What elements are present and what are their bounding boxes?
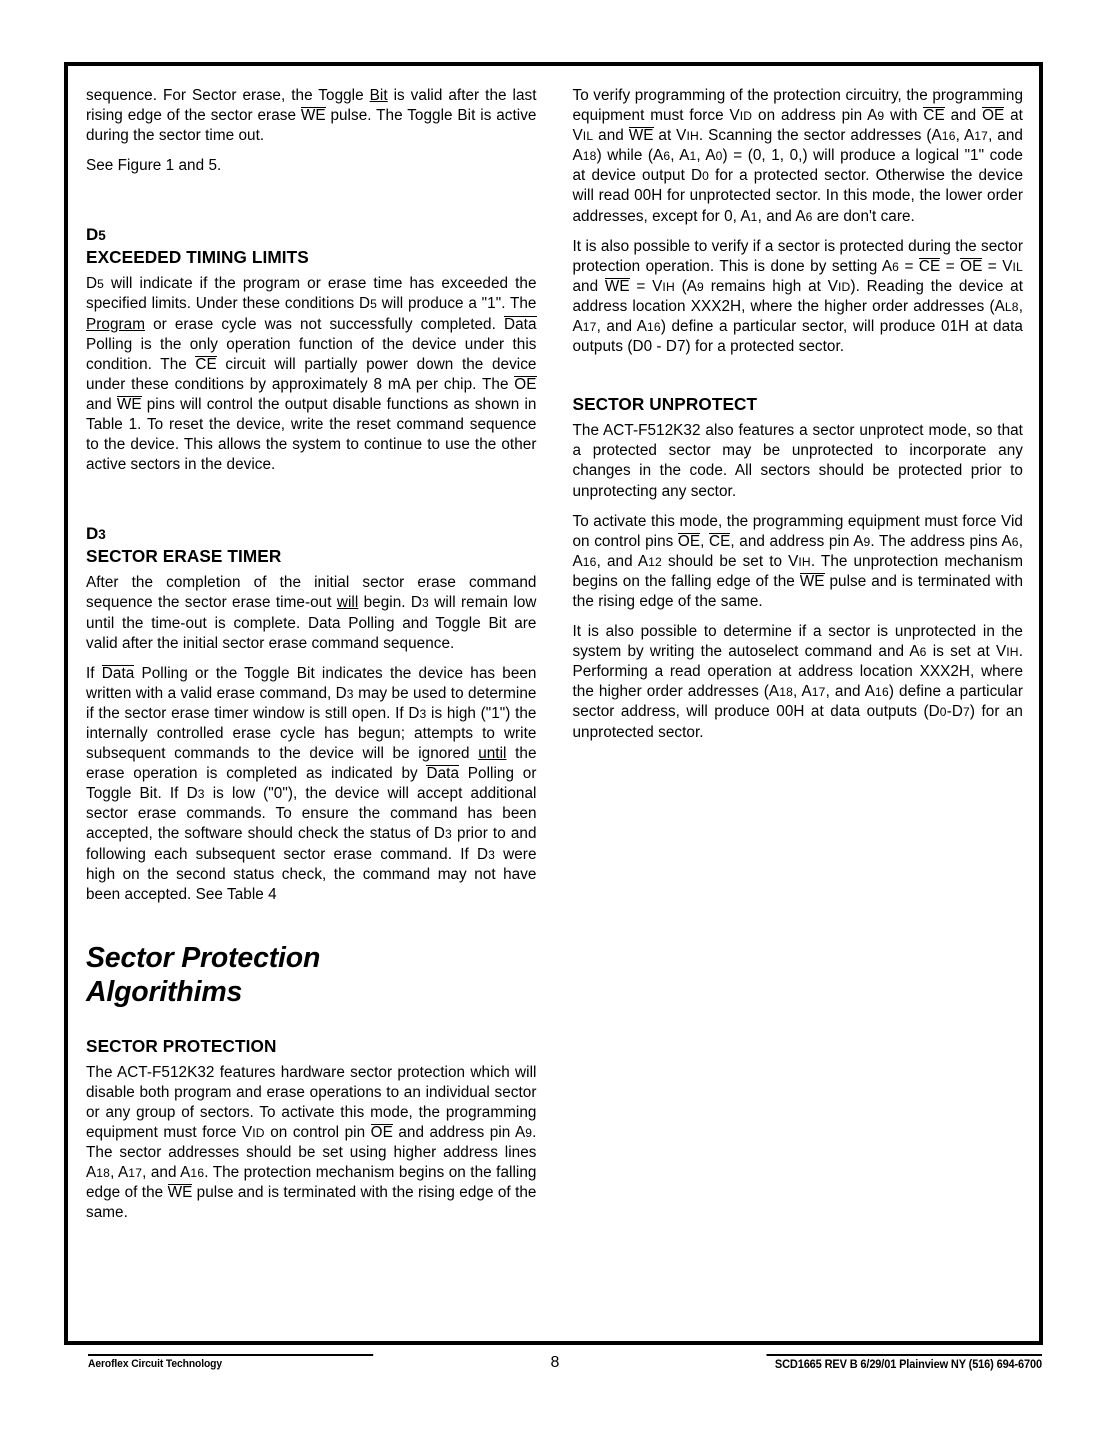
text-run: . Performing a read operation at address location XXX2H, where the higher order addresses (A [572, 643, 1023, 701]
subscript: 18 [582, 149, 597, 164]
text-run: , A [572, 532, 1023, 570]
subscript: 8 [1011, 299, 1019, 314]
subscript-vid: ID [252, 1126, 265, 1141]
signal-we-overline: WE [799, 572, 825, 590]
text-run: circuit will partially power down the device under these conditions by approximately 8 mA per chip. The [86, 355, 537, 393]
title-line-1: Sector Protection [86, 941, 321, 974]
subscript: 6 [805, 209, 813, 224]
section-title-sector-protection-algorithims [86, 941, 537, 1009]
text-run: ) while (A [596, 147, 664, 165]
subscript: 16 [190, 1166, 205, 1181]
text-run: Polling or Toggle Bit. If D [86, 765, 537, 803]
paragraph-unprotect-intro: The ACT-F512K32 also features a sector unprotect mode, so that a protected sector may be unprotected to incorporate any changes in the code. All sectors should be protected prior to unprotecting any sector. [572, 422, 1023, 500]
subscript: 7 [962, 705, 970, 720]
signal-data-overline: Data [503, 315, 537, 333]
text-run: , and A [596, 318, 647, 336]
heading-sector-protection: SECTOR PROTECTION [86, 1035, 277, 1056]
paragraph-verify-during-protection [573, 237, 1024, 358]
text-run: To activate this mode, the programming equipment must force Vid on control pins [572, 512, 1023, 550]
signal-we-overline: WE [167, 1184, 193, 1202]
text-run: , A [110, 1164, 129, 1182]
signal-ce-overline: CE [195, 355, 217, 373]
text-run: on control pin [264, 1124, 371, 1142]
text-run: pulse and is terminated with the rising edge of the same. [86, 1184, 537, 1222]
text-run: will remain low until the time-out is complete. Data Polling and Toggle Bit are valid after the initial sector erase command sequence. [86, 594, 537, 652]
text-run: D [86, 275, 98, 293]
subscript: 12 [648, 554, 662, 569]
title-line-2: Algorithims [86, 975, 243, 1008]
text-run: remains high at V [703, 277, 838, 295]
text-run: may be used to determine if the sector erase timer window is still open. If D [86, 684, 537, 722]
text-run: , and A [572, 127, 1023, 165]
text-run: . Scanning the sector addresses (A [698, 127, 942, 145]
text-run: and [86, 395, 117, 413]
paragraph-verify-programming [573, 86, 1024, 227]
text-run: = [940, 257, 961, 275]
text-run: Polling or the Toggle Bit indicates the device has been written with a valid erase command, D [86, 664, 537, 702]
text-run: on address pin A [752, 107, 878, 125]
text-run: sequence. For Sector erase, the Toggle [86, 87, 370, 104]
subscript: 0 [702, 169, 709, 184]
text-run: Polling is the only operation function of the device under this condition. The [86, 335, 537, 373]
paragraph-unprotect-determine [573, 622, 1024, 743]
subscript: 9 [525, 1126, 533, 1141]
subscript: 3 [197, 787, 205, 802]
subscript: 16 [941, 129, 956, 144]
text-run: , and A [825, 683, 876, 701]
subscript-vih: IH [662, 279, 675, 294]
subscript: 17 [811, 685, 826, 700]
subscript: 3 [346, 686, 354, 701]
text-run: . The address pins A [870, 532, 1012, 550]
vertical-gap [86, 915, 537, 941]
text-run: , A [793, 683, 812, 701]
signal-oe-overline: OE [514, 375, 537, 393]
subscript: 3 [422, 596, 429, 611]
text-run: at V [572, 107, 1023, 145]
text-run: See Figure 1 and 5. [86, 157, 222, 175]
vertical-gap [573, 367, 1024, 393]
heading-sector-unprotect: SECTOR UNPROTECT [572, 394, 758, 415]
subscript: 17 [582, 320, 597, 335]
heading-exceeded-timing-limits: EXCEEDED TIMING LIMITS [86, 247, 309, 268]
subscript: 0 [715, 149, 723, 164]
subscript-vih: IH [686, 129, 699, 144]
two-column-body [86, 86, 1023, 1224]
subscript: 16 [582, 554, 597, 569]
subscript: 16 [647, 320, 661, 335]
text-run: is valid after the last rising edge of the sector erase [86, 87, 537, 125]
subscript-vid: ID [739, 109, 753, 124]
text-run: and address pin A [392, 1124, 526, 1142]
text-run: = V [629, 277, 663, 295]
vertical-gap [86, 1009, 537, 1035]
text-run: , and A [596, 552, 649, 570]
signal-data-overline: Data [426, 765, 459, 783]
subscript: 1 [750, 209, 758, 224]
paragraph-sector-protection-body [86, 1063, 537, 1224]
subscript-vid: ID [837, 279, 851, 294]
text-run: ) for an unprotected sector. [572, 703, 1023, 741]
text-run: and [593, 127, 629, 145]
signal-oe-overline: OE [960, 257, 983, 275]
subscript-l: L [1004, 299, 1012, 314]
text-run: . The protection mechanism begins on the falling edge of the [86, 1164, 537, 1202]
subscript: 1 [689, 149, 697, 164]
signal-oe-overline: OE [370, 1124, 393, 1142]
text-run: , A [572, 297, 1023, 336]
text-run: = V [982, 257, 1013, 275]
right-column [573, 86, 1024, 743]
underlined-will: will [336, 594, 359, 612]
text-run: or erase cycle was not successfully completed. [145, 315, 504, 333]
subscript: 9 [697, 279, 704, 294]
text-run: ) = (0, 1, 0,) will produce a logical "1" code at device output D [572, 147, 1023, 185]
text-run: , and A [142, 1164, 191, 1182]
subscript: 3 [488, 847, 495, 862]
text-run: -D [946, 703, 963, 721]
text-run: , A [670, 147, 690, 165]
text-run: D [86, 225, 99, 245]
subscript: 5 [370, 297, 378, 312]
signal-we-overline: WE [116, 395, 142, 413]
text-run: at V [653, 127, 687, 145]
text-run: , and A [757, 207, 806, 225]
subscript: 9 [877, 109, 885, 124]
text-run: is set at V [926, 643, 1007, 661]
text-run: the erase operation is completed as indicated by [86, 745, 537, 783]
text-run: begin. D [358, 594, 423, 612]
subscript: 0 [939, 705, 947, 720]
bit-label-d5 [86, 224, 537, 246]
subscript-vil: IL [582, 129, 594, 144]
text-run: . The unprotection mechanism begins on the falling edge of the [572, 552, 1023, 590]
text-run: , and address pin A [730, 532, 864, 550]
signal-we-overline: WE [628, 127, 654, 145]
subscript: 9 [863, 534, 871, 549]
paragraph-unprotect-activate [573, 512, 1024, 612]
text-run: D [86, 524, 99, 544]
signal-oe-overline: OE [982, 107, 1005, 125]
subscript: 3 [98, 527, 106, 543]
text-run: and [944, 107, 983, 125]
signal-ce-overline: CE [918, 257, 941, 275]
text-run: After the completion of the initial sector erase command sequence the sector erase time-out [86, 574, 537, 612]
text-run: , A [696, 147, 716, 165]
text-run: should be set to V [661, 552, 799, 570]
signal-oe-overline: OE [677, 532, 701, 550]
subscript: 18 [779, 685, 794, 700]
subscript: 17 [974, 129, 989, 144]
text-run: , A [955, 127, 975, 145]
subscript-vih: IH [798, 554, 811, 569]
paragraph-d5-description [86, 274, 537, 475]
signal-ce-overline: CE [709, 532, 731, 550]
text-run: (A [674, 277, 698, 295]
vertical-gap [86, 485, 537, 523]
text-run: pulse and is terminated with the rising edge of the same. [572, 572, 1023, 610]
text-run: It is also possible to verify if a sector is protected during the sector protection operation. This is done by setting A [572, 237, 1023, 275]
signal-ce-overline: CE [923, 107, 945, 125]
subscript: 17 [128, 1166, 143, 1181]
subscript: 6 [892, 259, 900, 274]
underlined-program: Program [86, 315, 146, 333]
text-run: is high ("1") the internally controlled erase cycle has begun; attempts to write subsequent commands to the device will be ignored [86, 704, 537, 763]
subscript: 6 [663, 149, 671, 164]
text-run: are don't care. [812, 207, 915, 225]
text-run: will produce a "1". The [377, 295, 537, 313]
text-run: The ACT-F512K32 features hardware sector protection which will disable both program and erase operations to an individual sector or any group of sectors. To activate this mode, the programming equipment must force V [86, 1063, 537, 1142]
subscript-vih: IH [1006, 645, 1019, 660]
footer-doc-reference: SCD1665 REV B 6/29/01 Plainview NY (516) 694-6700 [767, 1354, 1043, 1371]
heading-sector-erase-timer: SECTOR ERASE TIMER [86, 546, 282, 567]
text-run: for a protected sector. Otherwise the device will read 00H for unprotected sector. In this mode, the lower order addresses, except for 0, A [572, 167, 1024, 225]
left-column [86, 86, 537, 1224]
signal-data-overline: Data [101, 664, 135, 682]
paragraph-see-figure [86, 156, 537, 176]
paragraph-toggle-bit-continued [86, 86, 537, 146]
subscript: 5 [98, 228, 106, 244]
underlined-bit: Bit [369, 87, 388, 104]
subscript: 3 [419, 706, 427, 721]
paragraph-d3-polling-detail [86, 664, 537, 905]
subscript-vil: IL [1012, 259, 1023, 274]
signal-we-overline: WE [300, 107, 326, 125]
underlined-until: until [478, 745, 507, 763]
signal-we-overline: WE [604, 277, 630, 295]
subscript: 5 [97, 277, 105, 292]
text-run: and [572, 277, 605, 295]
subscript: 18 [96, 1166, 111, 1181]
footer-company-name: Aeroflex Circuit Technology [88, 1354, 373, 1370]
text-run: ). Reading the device at address location XXX2H, where the higher order addresses (A [572, 277, 1023, 315]
text-run: pulse. The Toggle Bit is active during the sector time out. [86, 107, 537, 145]
text-run: If [86, 664, 102, 682]
text-run: prior to and following each subsequent sector erase command. If D [86, 825, 537, 863]
subscript: 16 [875, 685, 889, 700]
text-run: ) define a particular sector, will produce 01H at data outputs (D0 - D7) for a protected sector. [572, 318, 1023, 356]
text-run: were high on the second status check, the command may not have been accepted. See Table 4 [86, 845, 537, 903]
footer-page-number: 8 [550, 1354, 560, 1371]
text-run: with [884, 107, 924, 125]
text-run: ) define a particular sector address, will produce 00H at data outputs (D [572, 683, 1024, 721]
text-run: pins will control the output disable functions as shown in Table 1. To reset the device, write the reset command sequence to the device. This allows the system to continue to use the other active sectors in the device. [86, 395, 537, 474]
text-run: It is also possible to determine if a sector is unprotected in the system by writing the autoselect command and A [572, 623, 1023, 661]
page-footer [0, 1348, 1105, 1392]
subscript: 3 [445, 827, 452, 842]
vertical-gap [86, 186, 537, 224]
text-run: . The sector addresses should be set using higher address lines A [86, 1124, 537, 1182]
text-run: = [899, 257, 919, 275]
bit-label-d3 [86, 523, 537, 545]
text-run: , [700, 532, 710, 550]
subscript: 6 [1011, 534, 1019, 549]
paragraph-d3-timer-start [86, 573, 537, 653]
text-run: To verify programming of the protection circuitry, the programming equipment must force V [572, 87, 1023, 125]
text-run: is low ("0"), the device will accept additional sector erase commands. To ensure the command has been accepted, the software should check the status of D [86, 785, 537, 843]
text-run: will indicate if the program or erase time has exceeded the specified limits. Under these conditions D [86, 275, 537, 313]
subscript: 6 [919, 645, 927, 660]
